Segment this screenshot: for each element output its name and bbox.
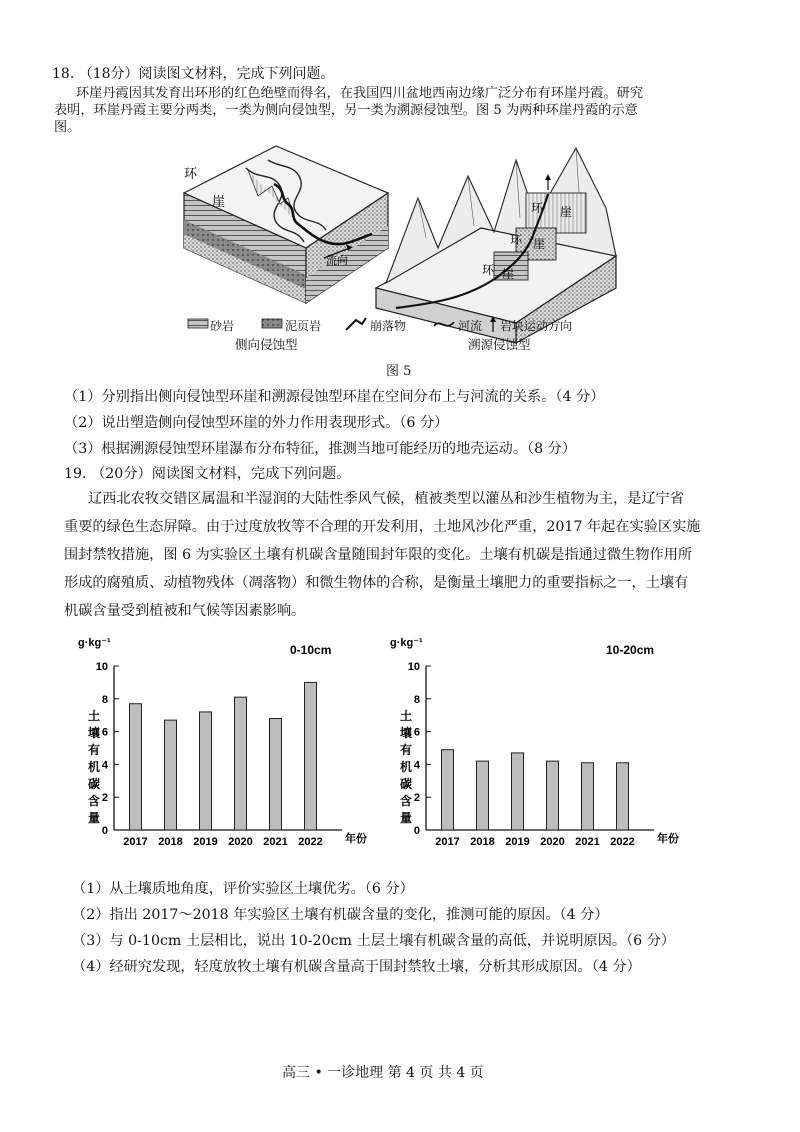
left-label-ya: 崖 xyxy=(212,194,226,209)
right-label-ya-2: 崖 xyxy=(533,237,546,251)
x-tick-label: 2018 xyxy=(470,836,495,848)
y-axis-label-char: 含 xyxy=(399,794,413,808)
legend-label: 泥页岩 xyxy=(285,319,322,333)
q19-paragraph xyxy=(64,485,701,625)
q18-subquestion: （2）说出塑造侧向侵蚀型环崖的外力作用表现形式。（6 分） xyxy=(64,415,449,431)
y-axis-label-char: 有 xyxy=(399,743,413,757)
q19-subquestion: （2）指出 2017～2018 年实验区土壤有机碳含量的变化，推测可能的原因。（4 分） xyxy=(72,907,609,923)
y-tick-label: 2 xyxy=(101,792,108,805)
q18-para-line: 表明，环崖丹霞主要分两类，一类为侧向侵蚀型，另一类为溯源侵蚀型。图 5 为两种环崖丹霞的示意 xyxy=(54,103,638,118)
y-axis-label-char: 含 xyxy=(87,794,101,808)
legend-label: 砂岩 xyxy=(210,319,235,333)
x-tick-label: 2020 xyxy=(540,836,565,848)
bar xyxy=(547,761,559,830)
legend-label: 岩块运动方向 xyxy=(500,319,573,333)
y-axis-label-char: 有 xyxy=(87,743,101,757)
x-tick-label: 2019 xyxy=(505,836,530,848)
x-tick-label: 2021 xyxy=(263,836,288,848)
bar xyxy=(582,763,594,830)
collapse-debris-icon xyxy=(346,318,366,330)
page-footer: 高三 • 一诊地理 第 4 页 共 4 页 xyxy=(282,1065,484,1081)
headward-type-label: 溯源侵蚀型 xyxy=(468,337,531,352)
right-label-huan-2: 环 xyxy=(510,233,523,247)
right-label-ya-1: 崖 xyxy=(560,205,573,219)
q18-para-line: 环崖丹霞因其发育出环形的红色绝壁而得名，在我国四川盆地西南边缘广泛分布有环崖丹霞。研究 xyxy=(76,86,644,101)
bar xyxy=(200,712,212,830)
bar xyxy=(477,761,489,830)
y-tick-label: 8 xyxy=(413,693,420,706)
q19-subquestion: （1）从土壤质地角度，评价实验区土壤优劣。（6 分） xyxy=(72,881,414,897)
q19-heading: 19. （20分）阅读图文材料，完成下列问题。 xyxy=(64,466,351,482)
x-axis-label: 年份 xyxy=(345,833,367,845)
q19-para-line: 重要的绿色生态屏障。由于过度放牧等不合理的开发利用，土地风沙化严重，2017 年起在实验区实施 xyxy=(64,519,701,535)
y-tick-label: 2 xyxy=(413,792,420,805)
y-axis-label-char: 碳 xyxy=(87,777,101,791)
q18-subquestion: （1）分别指出侧向侵蚀型环崖和溯源侵蚀型环崖在空间分布上与河流的关系。（4 分） xyxy=(64,389,605,405)
bar xyxy=(512,753,524,830)
left-label-huan: 环 xyxy=(184,166,198,181)
y-unit-label: g·kg⁻¹ xyxy=(390,637,423,649)
y-tick-label: 10 xyxy=(95,661,108,673)
y-tick-label: 6 xyxy=(101,726,108,739)
x-axis-label: 年份 xyxy=(657,833,679,845)
q19-para-line: 围封禁牧措施，图 6 为实验区土壤有机碳含量随围封年限的变化。土壤有机碳是指通过微生物作用所 xyxy=(64,547,693,563)
y-axis-label-char: 土 xyxy=(399,709,413,723)
x-tick-label: 2019 xyxy=(193,836,218,848)
chart-0-10cm-svg xyxy=(72,628,372,850)
y-tick-label: 8 xyxy=(101,693,108,706)
y-axis-label-char: 壤 xyxy=(399,726,413,740)
x-tick-label: 2022 xyxy=(610,836,635,848)
bar xyxy=(442,750,454,830)
bar xyxy=(617,763,629,830)
y-tick-label: 4 xyxy=(101,759,108,772)
x-tick-label: 2018 xyxy=(158,836,183,848)
y-tick-label: 6 xyxy=(413,726,420,739)
lateral-erosion-block xyxy=(184,146,388,303)
chart-10-20cm-svg xyxy=(384,628,684,850)
y-tick-label: 0 xyxy=(101,825,108,837)
y-tick-label: 4 xyxy=(413,759,420,772)
sandstone-swatch-icon xyxy=(188,319,208,328)
x-tick-label: 2020 xyxy=(228,836,253,848)
right-label-huan-1: 环 xyxy=(531,201,544,215)
y-unit-label: g·kg⁻¹ xyxy=(78,637,111,649)
y-axis-label-char: 量 xyxy=(399,811,413,825)
bar xyxy=(130,704,142,830)
headward-erosion-block xyxy=(376,148,616,343)
bar xyxy=(165,720,177,830)
y-axis-label-char: 土 xyxy=(87,709,101,723)
chart-0-10cm xyxy=(72,628,372,854)
flow-direction-label: 流向 xyxy=(326,255,348,267)
y-axis-label-char: 机 xyxy=(87,760,101,774)
bar xyxy=(235,697,247,830)
figure-5-caption: 图 5 xyxy=(386,364,412,379)
chart-title: 10-20cm xyxy=(606,643,655,657)
q19-para-line: 机碳含量受到植被和气候等因素影响。 xyxy=(64,603,306,619)
chart-10-20cm xyxy=(384,628,684,854)
x-tick-label: 2017 xyxy=(435,836,460,848)
y-axis-label-char: 碳 xyxy=(399,777,413,791)
bar xyxy=(270,718,282,830)
bar xyxy=(305,682,317,830)
q19-subquestion: （3）与 0-10cm 土层相比，说出 10-20cm 土层土壤有机碳含量的高低，并说明原因。（6 分） xyxy=(72,933,676,949)
q18-heading: 18. （18分）阅读图文材料，完成下列问题。 xyxy=(52,66,335,82)
x-tick-label: 2017 xyxy=(123,836,148,848)
q19-para-line: 辽西北农牧交错区属温和半湿润的大陆性季风气候，植被类型以灌丛和沙生植物为主，是辽宁省 xyxy=(88,491,684,507)
y-axis-label-char: 壤 xyxy=(87,726,101,740)
y-axis-label-char: 量 xyxy=(87,811,101,825)
lateral-type-label: 侧向侵蚀型 xyxy=(235,337,298,352)
chart-title: 0-10cm xyxy=(290,643,332,657)
y-tick-label: 10 xyxy=(407,661,420,673)
q18-subquestion: （3）根据溯源侵蚀型环崖瀑布分布特征，推测当地可能经历的地壳运动。（8 分） xyxy=(64,441,577,457)
q18-para-line: 图。 xyxy=(54,120,81,135)
legend-label: 河流 xyxy=(458,319,483,333)
x-tick-label: 2022 xyxy=(298,836,323,848)
right-label-huan-3: 环 xyxy=(482,263,495,277)
q19-subquestion: （4）经研究发现，轻度放牧土壤有机碳含量高于围封禁牧土壤，分析其形成原因。（4 分） xyxy=(72,959,641,975)
legend-label: 崩落物 xyxy=(370,319,407,333)
mudstone-swatch-icon xyxy=(262,319,282,328)
x-tick-label: 2021 xyxy=(575,836,600,848)
q19-para-line: 形成的腐殖质、动植物残体（凋落物）和微生物体的合称，是衡量土壤肥力的重要指标之一，土壤有 xyxy=(64,575,689,591)
right-label-ya-3: 崖 xyxy=(502,267,515,281)
y-tick-label: 0 xyxy=(413,825,420,837)
y-axis-label-char: 机 xyxy=(399,760,413,774)
